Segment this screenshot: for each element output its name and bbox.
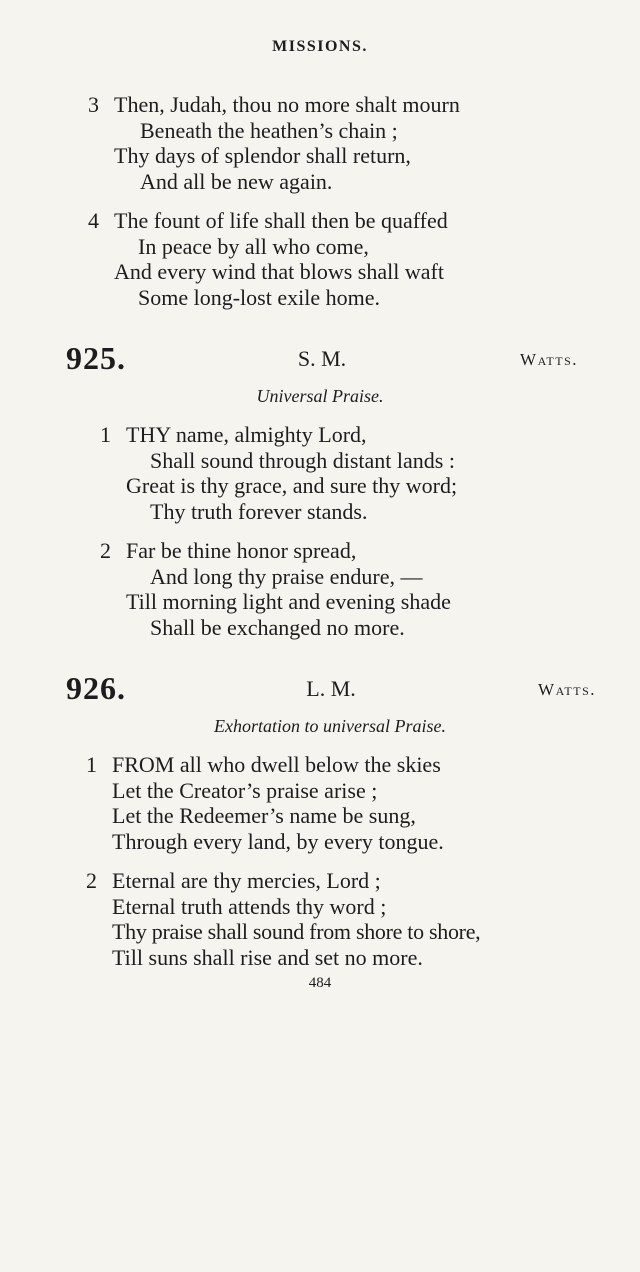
verse-line: Let the Redeemer’s name be sung, [112,803,416,828]
stanza [100,422,457,524]
stanza-number: 1 [86,752,97,777]
hymn-author: Watts. [520,350,578,369]
verse-line: Shall be exchanged no more. [150,614,405,640]
stanza [100,538,451,640]
stanza-number: 1 [100,422,111,447]
verse-line: Beneath the heathen’s chain ; [140,117,398,143]
stanza-number: 3 [88,92,99,117]
stanza [86,752,444,854]
verse-line: Far be thine honor spread, [126,538,357,563]
hymn-meter: S. M. [297,346,347,371]
stanza [86,868,480,970]
hymn-heading [66,670,596,710]
verse-line: THY name, almighty Lord, [126,422,367,447]
verse-line: Till suns shall rise and set no more. [112,944,423,970]
verse-line: And all be new again. [140,168,333,194]
verse-line: FROM all who dwell below the skies [112,752,441,777]
stanza [88,92,460,194]
hymn-subtitle: Universal Praise. [256,386,384,406]
running-head: MISSIONS. [272,38,368,55]
hymn-meter: L. M. [306,676,356,701]
page-number: 484 [308,975,332,991]
hymn-heading [66,340,578,380]
verse-line: Eternal truth attends thy word ; [112,893,387,919]
verse-line: Eternal are thy mercies, Lord ; [112,868,381,893]
verse-line: Through every land, by every tongue. [112,828,444,854]
stanza [88,208,448,310]
verse-line: Shall sound through distant lands : [150,447,455,473]
stanza-number: 4 [88,208,99,233]
verse-line: Thy truth forever stands. [150,498,368,524]
hymn-author: Watts. [538,680,596,699]
verse-line: And every wind that blows shall waft [114,259,444,284]
hymn-subtitle: Exhortation to universal Praise. [214,716,446,736]
verse-line: Till morning light and evening shade [126,589,451,614]
hymn-number: 926. [66,670,126,706]
hymn-number: 925. [66,340,126,376]
verse-line: Thy praise shall sound from shore to shore, [112,919,481,944]
verse-line: Then, Judah, thou no more shalt mourn [114,92,460,117]
verse-line: Thy days of splendor shall return, [114,143,411,168]
verse-line: And long thy praise endure, — [150,563,423,589]
stanza-number: 2 [86,868,97,893]
verse-line: Some long-lost exile home. [138,284,380,310]
verse-line: The fount of life shall then be quaffed [114,208,448,233]
stanza-number: 2 [100,538,111,563]
verse-line: In peace by all who come, [138,233,369,259]
verse-line: Let the Creator’s praise arise ; [112,777,378,803]
verse-line: Great is thy grace, and sure thy word; [126,473,458,498]
